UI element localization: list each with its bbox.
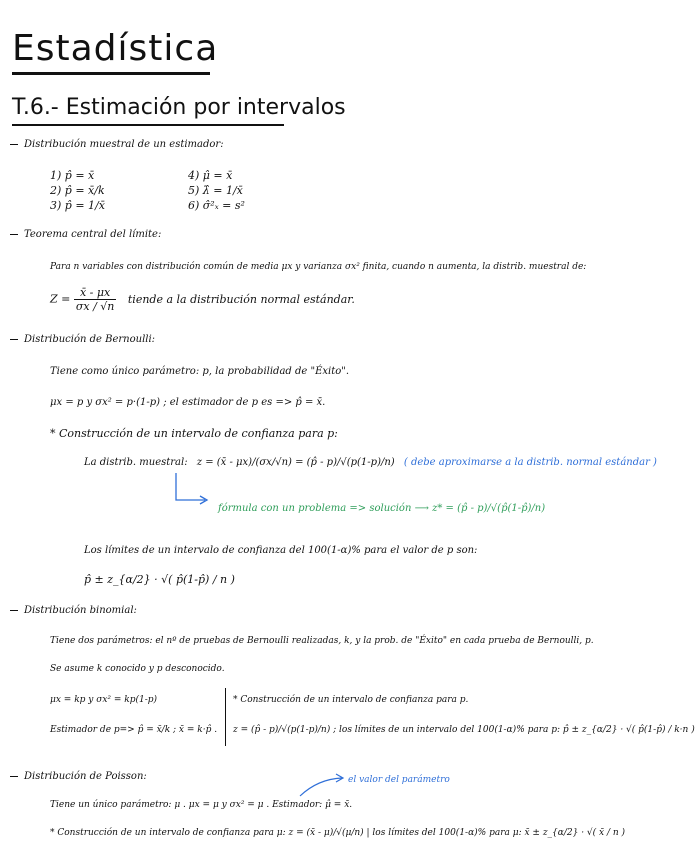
estimator-item-5: 5) λ̂ = 1/x̄ bbox=[188, 184, 243, 197]
binomial-assumption: Se asume k conocido y p desconocido. bbox=[50, 664, 225, 674]
binomial-estimator: Estimador de p=> p̂ = x̄/k ; x̄ = k·p̂ . bbox=[50, 725, 218, 735]
heading-text: Distribución de Poisson: bbox=[24, 771, 147, 782]
heading-text: Distribución muestral de un estimador: bbox=[24, 139, 224, 150]
dist-label: La distrib. muestral: bbox=[84, 457, 188, 468]
binomial-params: Tiene dos parámetros: el nº de pruebas de Bernoulli realizadas, k, y la prob. de "Éxito" en cada prueba de Bernoulli, p. bbox=[50, 636, 594, 646]
clt-statement: Para n variables con distribución común de media μx y varianza σx² finita, cuando n aumenta, la distrib. muestral de: bbox=[50, 262, 587, 272]
binomial-limits-tail: ; los límites de un intervalo del 100(1-α)% para p: p̂ ± z_{α/2} · √( p̂(1-p̂) / k·n ) bbox=[333, 725, 695, 735]
estimator-item-3: 3) p̂ = 1/x̄ bbox=[50, 199, 105, 212]
heading-text: Teorema central del límite: bbox=[24, 229, 162, 240]
z-denominator: σx / √n bbox=[75, 300, 115, 313]
estimator-item-2: 2) p̂ = x̄/k bbox=[50, 184, 105, 197]
estimator-item-6: 6) σ̂²ₓ = s² bbox=[188, 199, 245, 212]
bernoulli-limits-text: Los límites de un intervalo de confianza del 100(1-α)% para el valor de p son: bbox=[84, 545, 478, 556]
green-solution-note: fórmula con un problema => solución ⟶ z* = (p̂ - p)/√(p̂(1-p̂)/n) bbox=[218, 503, 546, 514]
heading-text: Distribución binomial: bbox=[24, 605, 137, 616]
poisson-arrow bbox=[300, 778, 342, 796]
bernoulli-construct: * Construcción de un intervalo de confianza para p: bbox=[50, 427, 338, 440]
page-title: Estadística bbox=[12, 28, 219, 69]
bernoulli-moments: μx = p y σx² = p·(1-p) ; el estimador de p es => p̂ = x̄. bbox=[50, 397, 326, 408]
binomial-z: z = (p̂ - p)/√(p(1-p)/n) bbox=[233, 725, 331, 735]
dist-z-formula: z = (x̄ - μx)/(σx/√n) = (p̂ - p)/√(p(1-p)/n) bbox=[196, 457, 395, 468]
bernoulli-param: Tiene como único parámetro: p, la probabilidad de "Éxito". bbox=[50, 366, 350, 377]
poisson-construct: * Construcción de un intervalo de confianza para μ: z = (x̄ - μ)/√(μ/n) | los límites del 100(1-α)% para μ: x̄ ± z_{α/2} · √( x̄ / n ) bbox=[50, 828, 626, 838]
clt-tail: tiende a la distribución normal estándar. bbox=[127, 292, 355, 306]
poisson-blue-note: el valor del parámetro bbox=[348, 775, 450, 785]
poisson-params: Tiene un único parámetro: μ . μx = μ y σx² = μ . Estimador: μ̂ = x̄. bbox=[50, 800, 353, 810]
page-subtitle: T.6.- Estimación por intervalos bbox=[12, 95, 346, 120]
heading-text: Distribución de Bernoulli: bbox=[24, 334, 156, 345]
binomial-moments: μx = kp y σx² = kp(1-p) bbox=[50, 695, 158, 705]
z-lhs: Z = bbox=[50, 292, 71, 306]
blue-note: ( debe aproximarse a la distrib. normal estándar ) bbox=[403, 457, 657, 468]
bernoulli-limits-formula: p̂ ± z_{α/2} · √( p̂(1-p̂) / n ) bbox=[84, 573, 235, 586]
estimator-item-4: 4) μ̂ = x̄ bbox=[188, 169, 233, 182]
z-numerator: x̄ - μx bbox=[74, 286, 117, 300]
estimator-item-1: 1) p̂ = x̄ bbox=[50, 169, 95, 182]
binomial-construct: * Construcción de un intervalo de confianza para p. bbox=[233, 695, 469, 705]
